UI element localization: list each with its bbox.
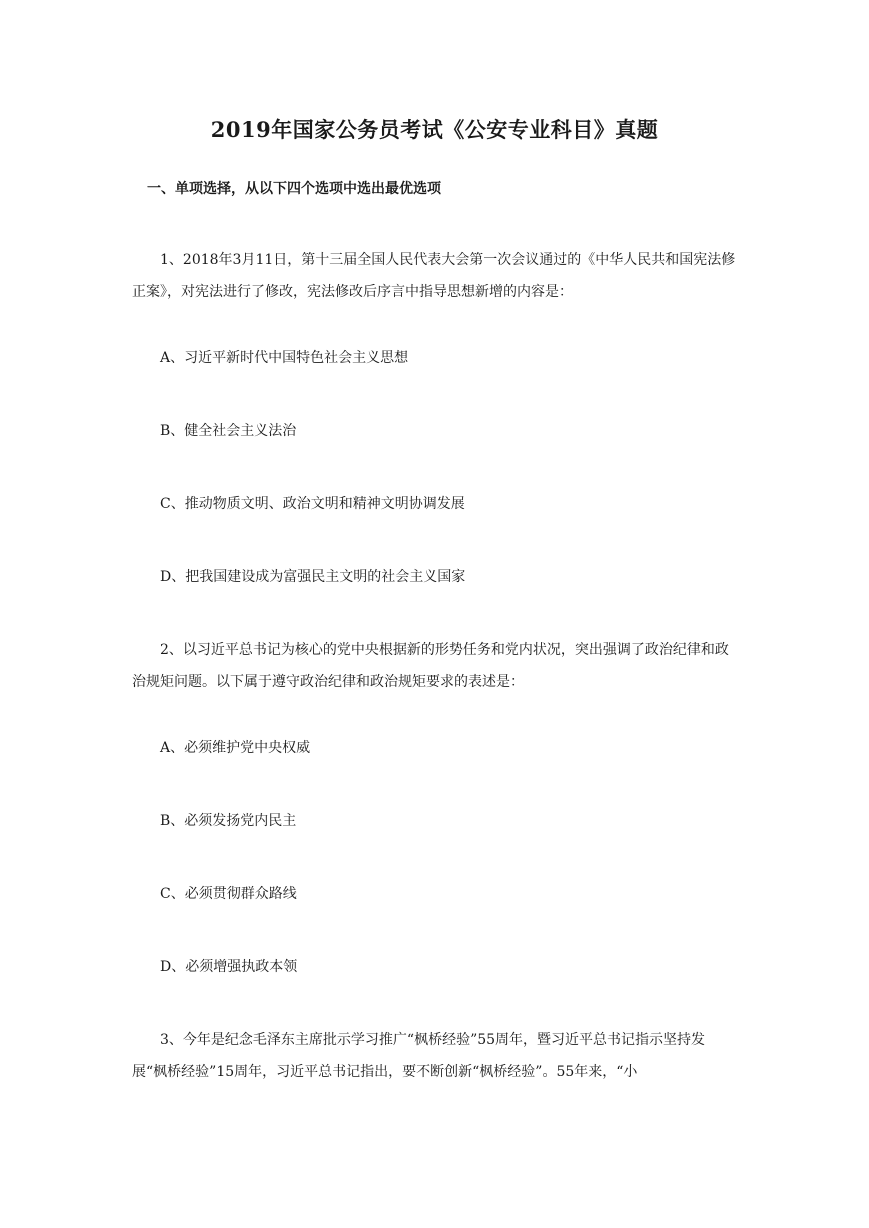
question-1-option-d: D、把我国建设成为富强民主文明的社会主义国家 [160,569,466,585]
section-heading: 一、单项选择，从以下四个选项中选出最优选项 [147,181,441,197]
question-2-option-d: D、必须增强执政本领 [160,959,298,975]
document-title: 2019年国家公务员考试《公安专业科目》真题 [210,117,659,142]
question-1-option-b: B、健全社会主义法治 [160,423,297,439]
question-2-text: 2、以习近平总书记为核心的党中央根据新的形势任务和党内状况，突出强调了政治纪律和政治规矩问题。以下属于遵守政治纪律和政治规矩要求的表述是： [132,642,729,690]
question-1-text: 1、2018年3月11日，第十三届全国人民代表大会第一次会议通过的《中华人民共和国宪法修正案》，对宪法进行了修改，宪法修改后序言中指导思想新增的内容是： [132,252,736,300]
question-3-text: 3、今年是纪念毛泽东主席批示学习推广“枫桥经验”55周年，暨习近平总书记指示坚持发展“枫桥经验”15周年，习近平总书记指出，要不断创新“枫桥经验”。55年来，“小 [132,1032,706,1080]
question-2-option-c: C、必须贯彻群众路线 [160,886,297,902]
question-2-option-b: B、必须发扬党内民主 [160,813,297,829]
question-1-option-a: A、习近平新时代中国特色社会主义思想 [160,350,409,366]
question-2-option-a: A、必须维护党中央权威 [160,740,311,756]
question-1-option-c: C、推动物质文明、政治文明和精神文明协调发展 [160,496,465,512]
